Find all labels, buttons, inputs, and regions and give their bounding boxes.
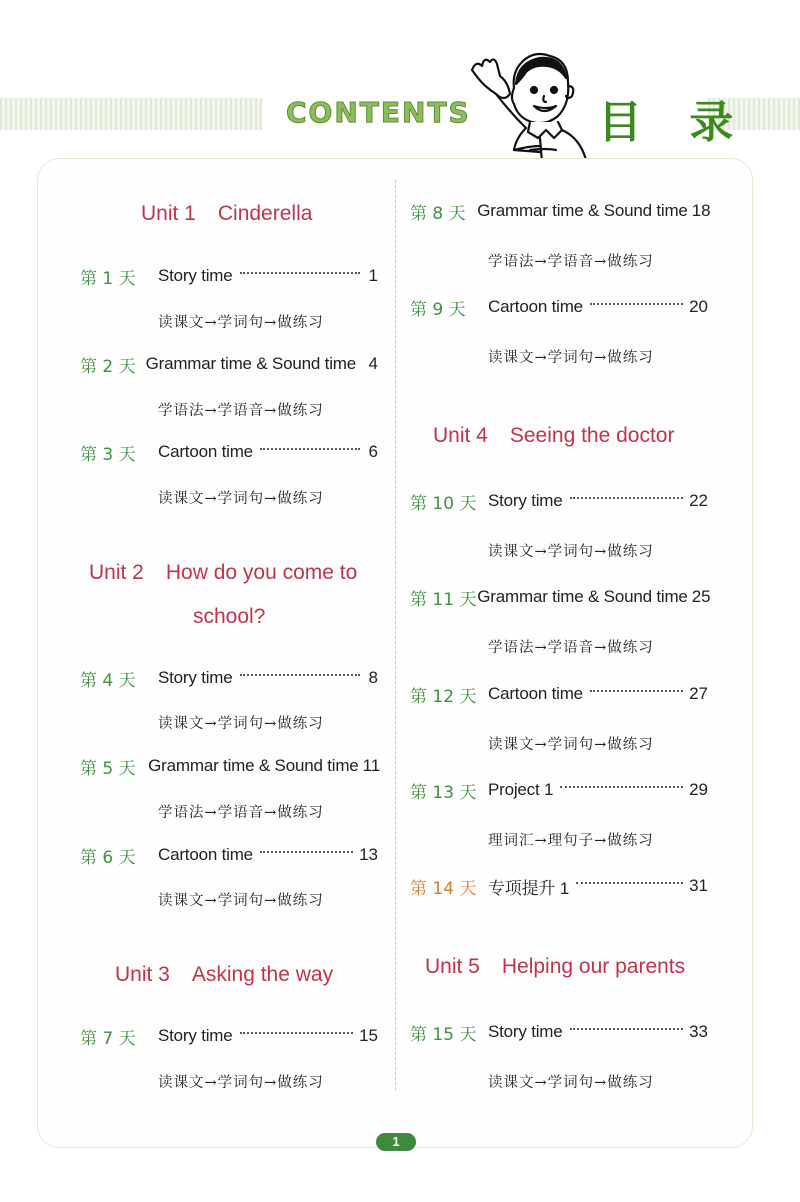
toc-entry-day-2[interactable] — [80, 352, 378, 376]
unit-name: How do you come to — [165, 561, 358, 584]
contents-heading: CONTENTS — [286, 96, 471, 129]
day-label: 第 5 天 — [80, 758, 136, 779]
lesson-title: Grammar time & Sound time — [145, 354, 356, 373]
learning-steps: 理词汇→理句子→做练习 — [488, 833, 654, 849]
page-number: 6 — [368, 442, 378, 461]
column-divider — [395, 180, 396, 1090]
lesson-title: Grammar time & Sound time — [477, 201, 688, 220]
unit-5-title — [425, 955, 685, 979]
day-label: 第 4 天 — [80, 670, 136, 691]
unit-number: Unit 2 — [89, 561, 144, 584]
leader-dots — [570, 497, 684, 499]
page-number: 27 — [689, 684, 708, 703]
page-number: 15 — [359, 1026, 378, 1045]
day-label: 第 14 天 — [410, 878, 477, 899]
toc-entry-day-15[interactable] — [410, 1020, 708, 1044]
lesson-title: Story time — [158, 668, 233, 687]
page-number: 20 — [689, 297, 708, 316]
page-number: 1 — [368, 266, 378, 285]
leader-dots — [260, 448, 360, 450]
learning-steps: 学语法→学语音→做练习 — [488, 254, 654, 270]
toc-entry-day-11[interactable] — [410, 585, 711, 610]
leader-dots — [240, 1032, 354, 1034]
page-number: 29 — [689, 780, 708, 799]
toc-entry-day-8[interactable] — [410, 199, 711, 224]
unit-4-title — [433, 424, 674, 448]
page-number: 18 — [691, 201, 711, 220]
lesson-title: Grammar time & Sound time — [477, 587, 688, 606]
toc-entry-day-14[interactable] — [410, 874, 708, 898]
toc-entry-day-5[interactable] — [80, 754, 381, 779]
unit-name: Cinderella — [217, 202, 313, 225]
unit-2-title — [89, 561, 357, 585]
page-number: 13 — [359, 845, 378, 864]
day-label: 第 15 天 — [410, 1024, 477, 1045]
unit-3-title — [115, 963, 333, 987]
day-label: 第 10 天 — [410, 493, 477, 514]
leader-dots — [570, 1028, 684, 1030]
toc-entry-day-6[interactable] — [80, 843, 378, 867]
leader-dots — [576, 882, 683, 884]
page-number-badge: 1 — [376, 1133, 416, 1151]
toc-entry-day-1[interactable] — [80, 264, 378, 288]
day-label: 第 13 天 — [410, 782, 477, 803]
lesson-title: Cartoon time — [158, 845, 253, 864]
day-label: 第 7 天 — [80, 1028, 136, 1049]
learning-steps: 读课文→学词句→做练习 — [158, 491, 324, 507]
lesson-title: Story time — [158, 266, 233, 285]
learning-steps: 读课文→学词句→做练习 — [488, 544, 654, 560]
unit-number: Unit 1 — [141, 202, 196, 225]
leader-dots — [260, 851, 353, 853]
learning-steps: 学语法→学语音→做练习 — [158, 403, 324, 419]
leader-dots — [590, 690, 683, 692]
learning-steps: 学语法→学语音→做练习 — [158, 805, 324, 821]
learning-steps: 读课文→学词句→做练习 — [158, 1075, 324, 1091]
learning-steps: 学语法→学语音→做练习 — [488, 640, 654, 656]
lesson-title: Cartoon time — [488, 297, 583, 316]
header-stripe-left — [0, 98, 262, 130]
unit-number: Unit 5 — [425, 955, 480, 978]
day-label: 第 6 天 — [80, 847, 136, 868]
toc-entry-day-4[interactable] — [80, 666, 378, 690]
lesson-title: Cartoon time — [158, 442, 253, 461]
toc-entry-day-12[interactable] — [410, 682, 708, 706]
toc-entry-day-7[interactable] — [80, 1024, 378, 1048]
page-number: 11 — [362, 756, 381, 775]
toc-entry-day-3[interactable] — [80, 440, 378, 464]
waving-boy-icon — [470, 42, 598, 162]
learning-steps: 读课文→学词句→做练习 — [158, 893, 324, 909]
learning-steps: 读课文→学词句→做练习 — [488, 737, 654, 753]
day-label: 第 11 天 — [410, 589, 477, 610]
unit-1-title — [141, 202, 312, 226]
lesson-title: Grammar time & Sound time — [148, 756, 359, 775]
lesson-title: Cartoon time — [488, 684, 583, 703]
learning-steps: 读课文→学词句→做练习 — [488, 1075, 654, 1091]
toc-entry-day-13[interactable] — [410, 778, 708, 802]
toc-entry-day-9[interactable] — [410, 295, 708, 319]
page-number: 33 — [689, 1022, 708, 1041]
lesson-title: Story time — [158, 1026, 233, 1045]
learning-steps: 读课文→学词句→做练习 — [158, 716, 324, 732]
unit-number: Unit 4 — [433, 424, 488, 447]
page-number: 4 — [368, 354, 378, 373]
leader-dots — [590, 303, 683, 305]
unit-name: Helping our parents — [501, 955, 686, 978]
lesson-title: Story time — [488, 1022, 563, 1041]
page-number: 8 — [368, 668, 378, 687]
day-label: 第 12 天 — [410, 686, 477, 707]
day-label: 第 8 天 — [410, 203, 466, 224]
toc-entry-day-10[interactable] — [410, 489, 708, 513]
unit-name: Seeing the doctor — [509, 424, 675, 447]
day-label: 第 2 天 — [80, 356, 136, 377]
leader-dots — [240, 674, 360, 676]
page-number: 25 — [691, 587, 711, 606]
lesson-title: Story time — [488, 491, 563, 510]
day-label: 第 9 天 — [410, 299, 466, 320]
unit-number: Unit 3 — [115, 963, 170, 986]
unit-2-title-continued: school? — [193, 605, 266, 628]
lesson-title: Project 1 — [488, 780, 554, 799]
leader-dots — [560, 786, 683, 788]
lesson-title: 专项提升 1 — [488, 878, 569, 898]
day-label: 第 1 天 — [80, 268, 136, 289]
learning-steps: 读课文→学词句→做练习 — [488, 350, 654, 366]
page-number: 22 — [689, 491, 708, 510]
learning-steps: 读课文→学词句→做练习 — [158, 315, 324, 331]
mulu-heading: 目 录 — [598, 97, 750, 148]
day-label: 第 3 天 — [80, 444, 136, 465]
leader-dots — [240, 272, 360, 274]
unit-name: Asking the way — [191, 963, 334, 986]
page-number: 31 — [689, 876, 708, 895]
